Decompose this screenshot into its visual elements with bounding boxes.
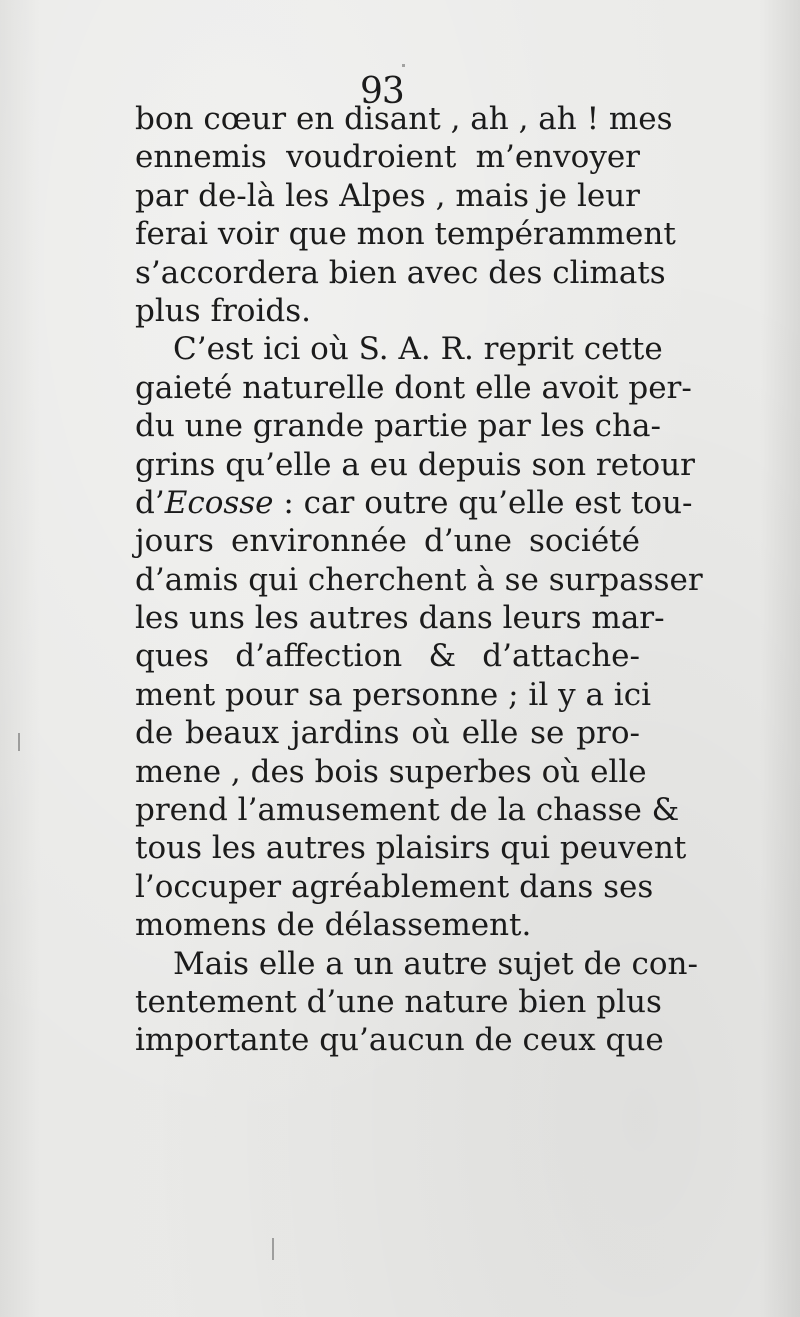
text-line: d’amis qui cherchent à se surpasser bbox=[135, 561, 703, 598]
text-line: s’accordera bien avec des climats bbox=[135, 254, 666, 291]
text-line: gaieté naturelle dont elle avoit per- bbox=[135, 369, 692, 406]
text-line: importante qu’aucun de ceux que bbox=[135, 1022, 664, 1059]
paper-speck bbox=[272, 1238, 274, 1260]
text-line: de beaux jardins où elle se pro- bbox=[135, 715, 640, 752]
text-fragment: : car outre qu’elle est tou- bbox=[273, 484, 693, 521]
text-line: les uns les autres dans leurs mar- bbox=[135, 600, 665, 637]
text-line: C’est ici où S. A. R. reprit cette bbox=[173, 331, 663, 368]
text-fragment: d’ bbox=[135, 484, 165, 521]
italic-place-name: Ecosse bbox=[164, 484, 274, 521]
paragraph-2 bbox=[135, 330, 703, 944]
text-line: mene , des bois superbes où elle bbox=[135, 753, 647, 790]
text-line: bon cœur en disant , ah , ah ! mes bbox=[135, 101, 673, 137]
text-line: plus froids. bbox=[135, 292, 311, 329]
paragraph-3 bbox=[135, 945, 698, 1060]
paper-speck bbox=[18, 733, 20, 751]
text-line: jours environnée d’une société bbox=[135, 523, 640, 560]
text-line: tentement d’une nature bien plus bbox=[135, 983, 662, 1020]
text-line: ferai voir que mon tempéramment bbox=[135, 216, 676, 253]
text-line: prend l’amusement de la chasse & bbox=[135, 792, 680, 829]
text-line: du une grande partie par les cha- bbox=[135, 408, 661, 445]
body-text bbox=[135, 100, 703, 1060]
text-line: momens de délassement. bbox=[135, 907, 532, 944]
text-line: par de-là les Alpes , mais je leur bbox=[135, 177, 640, 214]
paper-speck bbox=[402, 64, 405, 67]
text-line: ques d’affection & d’attache- bbox=[135, 638, 640, 675]
text-line: grins qu’elle a eu depuis son retour bbox=[135, 446, 695, 483]
page-number: 93 bbox=[360, 71, 404, 112]
text-line: ennemis voudroient m’envoyer bbox=[135, 139, 640, 176]
text-line: l’occuper agréablement dans ses bbox=[135, 868, 654, 905]
text-line: ment pour sa personne ; il y a ici bbox=[135, 676, 651, 713]
text-line: Mais elle a un autre sujet de con- bbox=[173, 945, 698, 982]
text-line: tous les autres plaisirs qui peuvent bbox=[135, 830, 687, 867]
paragraph-1 bbox=[135, 100, 676, 330]
text-line-mixed bbox=[135, 484, 693, 522]
